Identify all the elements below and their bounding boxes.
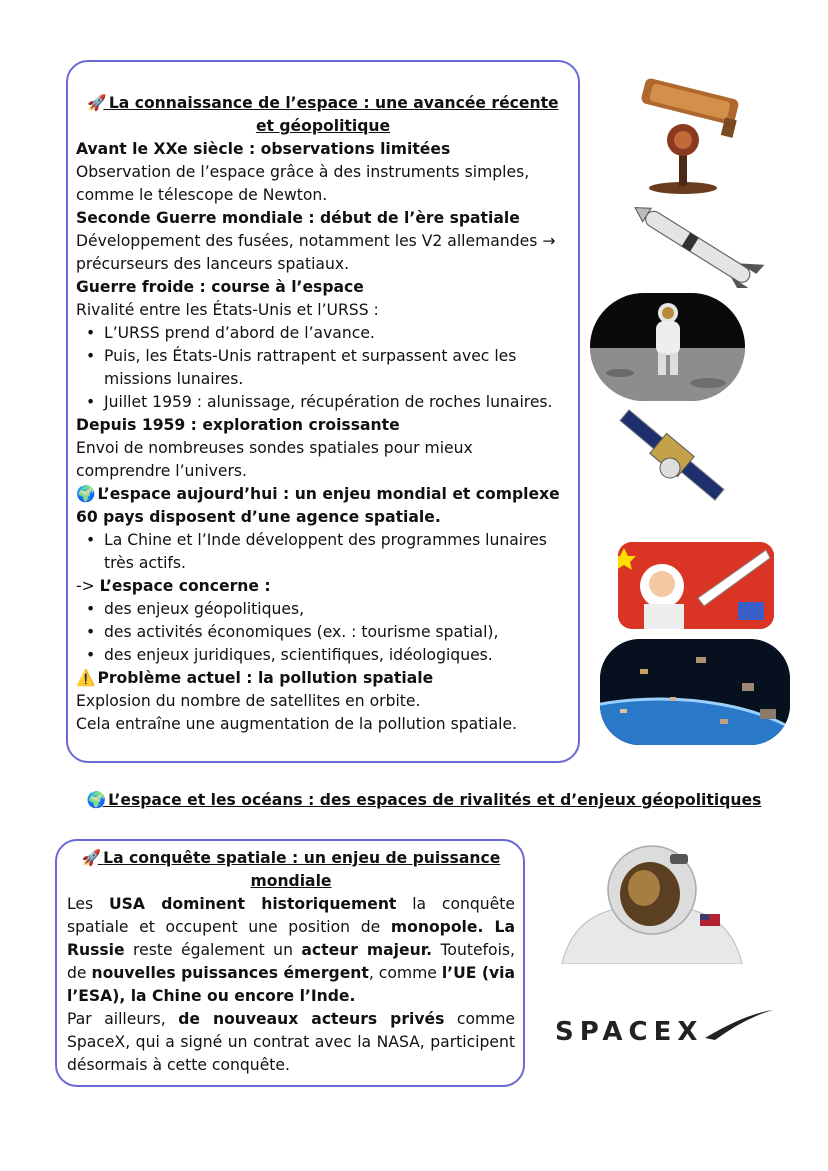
- list-item: • La Chine et l’Inde développent des programmes lunaires très actifs.: [76, 529, 570, 575]
- text-ww2: Développement des fusées, notamment les V2 allemandes → précurseurs des lanceurs spatiaux.: [76, 232, 556, 273]
- paragraph-run: USA dominent historiquement: [108, 895, 397, 913]
- cold-war-list: [76, 322, 570, 414]
- paragraph-run: Toutefois, de: [67, 941, 516, 982]
- newton-telescope-image: [628, 78, 750, 196]
- heading-today: [76, 483, 570, 506]
- list-item: • L’URSS prend d’abord de l’avance.: [76, 322, 570, 345]
- text-cold-war: Rivalité entre les États-Unis et l’URSS :: [76, 301, 379, 319]
- paragraph-run: nouvelles puissances émergent: [91, 964, 369, 982]
- v2-rocket-image: [624, 206, 776, 288]
- heading-before-20th: Avant le XXe siècle : observations limitées: [76, 140, 451, 158]
- heading-ww2: Seconde Guerre mondiale : début de l’ère spatiale: [76, 209, 520, 227]
- heading-cold-war: Guerre froide : course à l’espace: [76, 278, 364, 296]
- astronaut-helmet-image: [552, 840, 750, 964]
- heading-pollution: [76, 667, 570, 690]
- paragraph-run: reste également un: [124, 941, 302, 959]
- conquest-paragraph-1: [67, 893, 515, 1008]
- list-item: • des enjeux géopolitiques,: [76, 598, 570, 621]
- paragraph-run: de nouveaux acteurs privés: [178, 1010, 445, 1028]
- separator-title-text: L’espace et les océans : des espaces de rivalités et d’enjeux géopolitiques: [108, 791, 762, 809]
- section-conquest-title-text: La conquête spatiale : un enjeu de puissance mondiale: [103, 849, 501, 890]
- chinese-astronaut-poster-image: [618, 542, 774, 629]
- heading-concerne: [76, 575, 570, 598]
- text-since-1959: Envoi de nombreuses sondes spatiales pour mieux comprendre l’univers.: [76, 439, 473, 480]
- paragraph-run: l’UE (via l’ESA), la Chine ou encore l’Inde.: [67, 964, 516, 1005]
- list-item: • des enjeux juridiques, scientifiques, idéologiques.: [76, 644, 570, 667]
- rocket-icon: 🚀: [81, 849, 102, 867]
- spacex-logo-text: SPACEX: [555, 1017, 704, 1047]
- text-pollution-1: Explosion du nombre de satellites en orbite.: [76, 692, 421, 710]
- heading-today-text: L’espace aujourd’hui : un enjeu mondial et complexe: [97, 485, 560, 503]
- concerne-list: [76, 598, 570, 667]
- paragraph-run: Les: [67, 895, 109, 913]
- section-history-box: [66, 60, 580, 763]
- spacex-logo: [555, 1008, 775, 1048]
- section-history-title-text: La connaissance de l’espace : une avancée récente et géopolitique: [108, 94, 559, 135]
- section-conquest-title: [67, 847, 515, 893]
- globe-icon: 🌍: [86, 791, 107, 809]
- list-item: • Puis, les États-Unis rattrapent et surpassent avec les missions lunaires.: [76, 345, 570, 391]
- section-conquest-box: [55, 839, 525, 1087]
- text-pollution-2: Cela entraîne une augmentation de la pollution spatiale.: [76, 715, 518, 733]
- heading-concerne-text: L’espace concerne :: [99, 577, 271, 595]
- list-item: • Juillet 1959 : alunissage, récupération de roches lunaires.: [76, 391, 570, 414]
- satellite-image: [610, 404, 734, 506]
- paragraph-run: la conquête spatiale et occupent une position de: [67, 895, 515, 936]
- paragraph-run: , comme: [368, 964, 442, 982]
- separator-title: [0, 789, 828, 812]
- list-item: • des activités économiques (ex. : tourisme spatial),: [76, 621, 570, 644]
- section-history-title: [76, 92, 570, 138]
- warning-icon: ⚠️: [76, 669, 96, 687]
- heading-pollution-text: Problème actuel : la pollution spatiale: [97, 669, 434, 687]
- rocket-icon: 🚀: [87, 94, 107, 112]
- arrow-prefix: ->: [76, 577, 100, 595]
- paragraph-run: Par ailleurs,: [67, 1010, 179, 1028]
- paragraph-run: acteur majeur.: [301, 941, 433, 959]
- paragraph-run: comme SpaceX, qui a signé un contrat avec la NASA, participent désormais à cette conquête.: [67, 1010, 515, 1074]
- moon-astronaut-image: [590, 293, 745, 401]
- conquest-paragraph-2: [67, 1008, 515, 1077]
- globe-icon: 🌍: [76, 485, 96, 503]
- heading-since-1959: Depuis 1959 : exploration croissante: [76, 416, 400, 434]
- today-list: [76, 529, 570, 575]
- space-debris-image: [600, 639, 790, 745]
- text-before-20th: Observation de l’espace grâce à des instruments simples, comme le télescope de Newton.: [76, 163, 530, 204]
- paragraph-run: monopole. La Russie: [67, 918, 516, 959]
- heading-60-countries: 60 pays disposent d’une agence spatiale.: [76, 508, 441, 526]
